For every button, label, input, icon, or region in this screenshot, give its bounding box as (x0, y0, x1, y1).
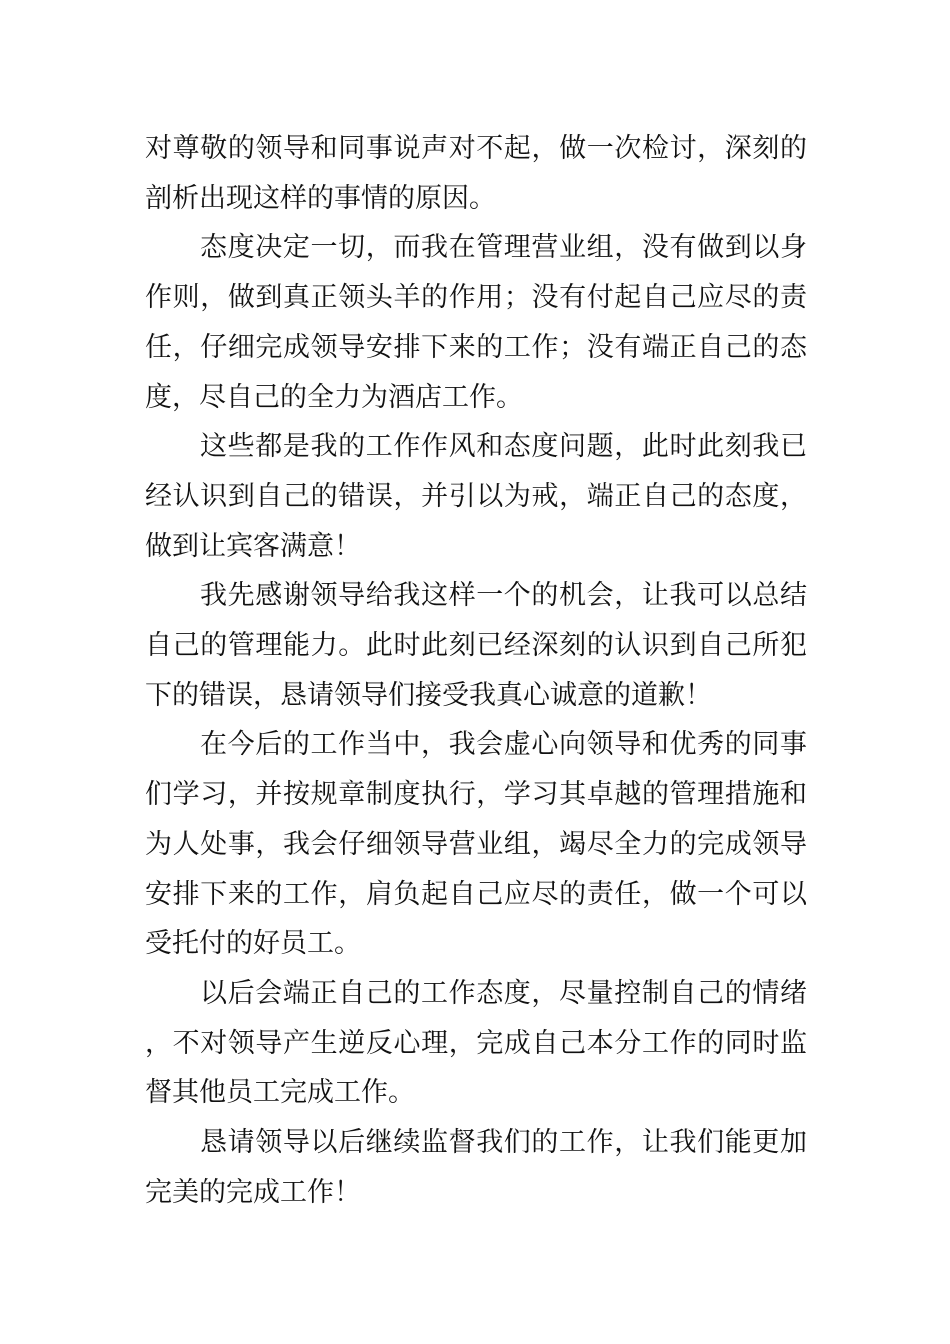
paragraph-2: 态度决定一切，而我在管理营业组，没有做到以身作则，做到真正领头羊的作用；没有付起自己应尽的责任，仔细完成领导安排下来的工作；没有端正自己的态度，尽自己的全力为酒店工作。 (145, 232, 807, 413)
paragraph-3: 这些都是我的工作作风和态度问题，此时此刻我已经认识到自己的错误，并引以为戒，端正自己的态度，做到让宾客满意！ (145, 431, 807, 562)
document-body (145, 124, 807, 1217)
paragraph-1: 对尊敬的领导和同事说声对不起，做一次检讨，深刻的剖析出现这样的事情的原因。 (145, 133, 807, 214)
paragraph-7: 恳请领导以后继续监督我们的工作，让我们能更加完美的完成工作！ (145, 1127, 807, 1208)
paragraph-6: 以后会端正自己的工作态度，尽量控制自己的情绪，不对领导产生逆反心理，完成自己本分工作的同时监督其他员工完成工作。 (145, 977, 807, 1109)
paragraph-4: 我先感谢领导给我这样一个的机会，让我可以总结自己的管理能力。此时此刻已经深刻的认识到自己所犯下的错误，恳请领导们接受我真心诚意的道歉！ (145, 580, 807, 711)
paragraph-5: 在今后的工作当中，我会虚心向领导和优秀的同事们学习，并按规章制度执行，学习其卓越的管理措施和为人处事，我会仔细领导营业组，竭尽全力的完成领导安排下来的工作，肩负起自己应尽的责任，做一个可以受托付的好员工。 (145, 729, 807, 960)
